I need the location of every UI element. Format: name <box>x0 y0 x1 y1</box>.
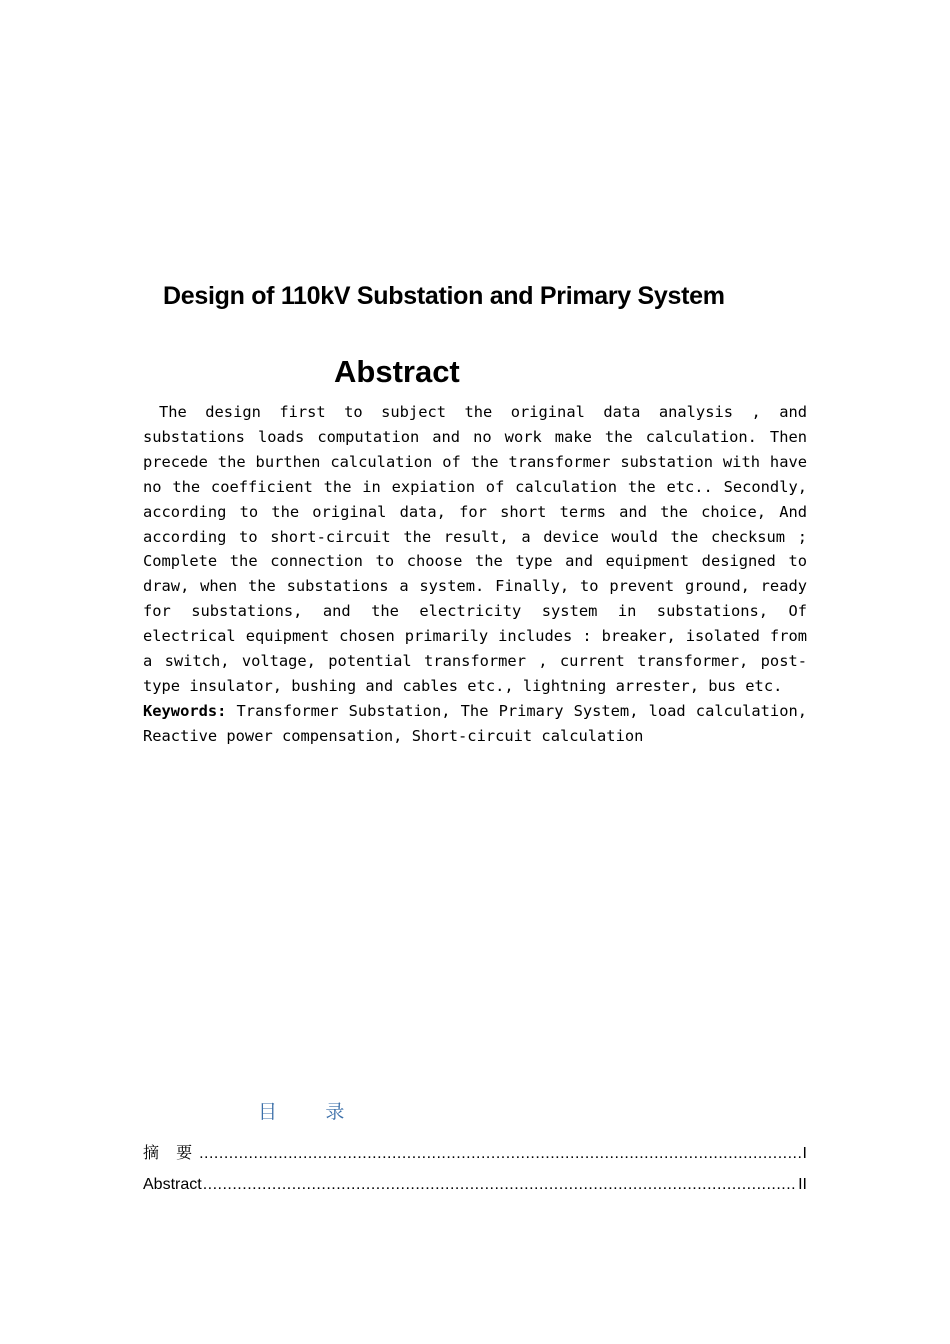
abstract-heading: Abstract <box>334 354 460 389</box>
toc-leader-dots <box>199 1145 801 1163</box>
toc-entry-label: Abstract <box>143 1176 202 1193</box>
toc-heading: 目 录 <box>258 1101 345 1123</box>
toc-entry[interactable] <box>143 1176 807 1194</box>
toc-entry-label: 摘 要 <box>143 1143 199 1162</box>
toc-entry[interactable] <box>143 1140 807 1163</box>
document-title: Design of 110kV Substation and Primary System <box>163 282 725 310</box>
keywords-text: Transformer Substation, The Primary System, load calculation, Reactive power compensation, Short-circuit calculation <box>143 701 807 745</box>
toc-leader-dots <box>203 1176 797 1194</box>
abstract-body <box>143 400 807 749</box>
abstract-paragraph: The design first to subject the original data analysis , and substations loads computation and no work make the calculation. Then precede the burthen calculation of the transformer substation with have no the coefficient the in expiation of calculation the etc.. Secondly, according to the original data, for short terms and the choice, And according to short-circuit the result, a device would the checksum ; Complete the connection to choose the type and equipment designed to draw, when the substations a system. Finally, to prevent ground, ready for substations, and the electricity system in substations, Of electrical equipment chosen primarily includes : breaker, isolated from a switch, voltage, potential transformer , current transformer, post-type insulator, bushing and cables etc., lightning arrester, bus etc. <box>143 403 807 695</box>
keywords-paragraph <box>143 699 807 749</box>
toc-entry-page: I <box>802 1145 807 1162</box>
keywords-label: Keywords: <box>143 701 227 720</box>
toc-entry-page: II <box>798 1176 807 1193</box>
